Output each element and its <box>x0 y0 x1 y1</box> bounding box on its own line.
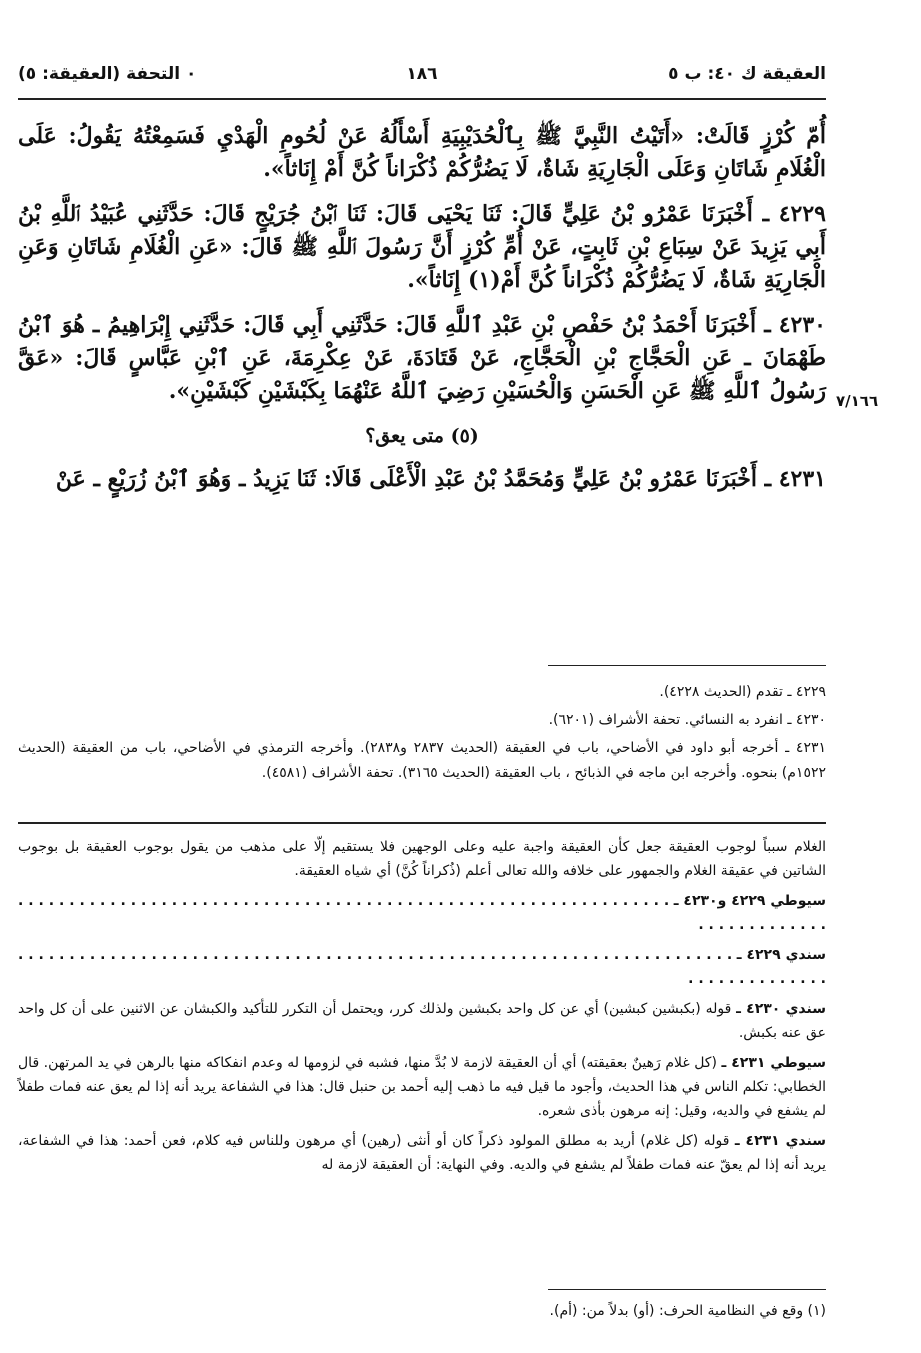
commentary-section <box>18 835 826 1183</box>
commentary-paragraph <box>18 943 826 991</box>
commentary-rule <box>18 822 826 824</box>
notes-rule <box>548 665 826 666</box>
commentary-lead: سيوطي ٤٢٢٩ و٤٢٣٠ ـ <box>673 893 826 909</box>
margin-reference: ٧/١٦٦ <box>836 392 879 410</box>
page-number: ١٨٦ <box>406 64 438 84</box>
commentary-lead: سيوطي ٤٢٣١ ـ <box>721 1055 826 1071</box>
commentary-text: قوله (بكبشين كبشين) أي عن كل واحد بكبشين ولذلك كرر، ويحتمل أن التكرر للتأكيد والكبشان عن الاثنين على أن كل واحد عق عنه بكبش. <box>18 1001 826 1041</box>
hadith-block: ٤٢٣٠ ـ أَخْبَرَنَا أَحْمَدُ بْنُ حَفْصِ بْنِ عَبْدِ ٱللَّهِ قَالَ: حَدَّثَنِي أَبِي قَالَ: حَدَّثَنِي إِبْرَاهِيمُ ـ هُوَ ٱبْنُ طَهْمَانَ ـ عَنِ الْحَجَّاجِ بْنِ الْحَجَّاجِ، عَنْ قَتَادَةَ، عَنْ عِكْرِمَةَ، عَنِ ٱبْنِ عَبَّاسٍ قَالَ: «عَقَّ رَسُولُ ٱللَّهِ ﷺ عَنِ الْحَسَنِ وَالْحُسَيْنِ رَضِيَ ٱللَّهُ عَنْهُمَا بِكَبْشَيْنِ كَبْشَيْنِ». <box>18 312 826 404</box>
hadith-block: ٤٢٣١ ـ أَخْبَرَنَا عَمْرُو بْنُ عَلِيٍّ وَمُحَمَّدُ بْنُ عَبْدِ الْأَعْلَى قَالَا: ثَنَا يَزِيدُ ـ وَهُوَ ٱبْنُ زُرَيْعٍ ـ عَنْ <box>55 466 826 492</box>
header-chapter-ref: العقيقة ك ٤٠: ب ٥ <box>668 64 826 84</box>
commentary-paragraph <box>18 1051 826 1123</box>
header-tuhfa-ref: ٠ التحفة (العقيقة: ٥) <box>18 64 197 84</box>
note-item: ٤٢٢٩ ـ تقدم (الحديث ٤٢٢٨). <box>659 684 826 700</box>
hadith-block: أُمّ كُرْزٍ قَالَتْ: «أَتَيْتُ النَّبِيَّ ﷺ بِٱلْحُدَيْبِيَةِ أَسْأَلُهُ عَنْ لُحُومِ الْهَدْيِ فَسَمِعْتُهُ يَقُولُ: عَلَى الْغُلَامِ شَاتَانِ وَعَلَى الْجَارِيَةِ شَاةٌ، لَا يَضُرُّكُمْ ذُكْرَاناً كُنَّ أَمْ إِنَاثاً». <box>18 123 826 182</box>
takhrij-notes <box>18 680 826 789</box>
commentary-paragraph <box>18 1129 826 1177</box>
hadith-block: ٤٢٢٩ ـ أَخْبَرَنَا عَمْرُو بْنُ عَلِيٍّ قَالَ: ثَنَا يَحْيَى قَالَ: ثَنَا ٱبْنُ جُرَيْجٍ قَالَ: حَدَّثَنِي عُبَيْدُ ٱللَّهِ بْنُ أَبِي يَزِيدَ عَنْ سِبَاعِ بْنِ ثَابِتٍ، عَنْ أُمِّ كُرْزٍ أَنَّ رَسُولَ ٱللَّهِ ﷺ قَالَ: «عَنِ الْغُلَامِ شَاتَانِ وَعَنِ الْجَارِيَةِ شَاةٌ، لَا يَضُرُّكُمْ ذُكْرَاناً كُنَّ أَمْ(١) إِنَاثاً». <box>18 201 827 293</box>
dot-leader: . . . . . . . . . . . . . . . . . . . . . . . . . . . . . . . . . . . . . . . . . . . . . . . . . . . . . . . . . . . . . . . . . . . . . . . . . . . . . . . . . . . . <box>18 947 826 987</box>
dot-leader: . . . . . . . . . . . . . . . . . . . . . . . . . . . . . . . . . . . . . . . . . . . . . . . . . . . . . . . . . . . . . . . . . . . . . . . . . . . . . <box>18 893 826 933</box>
note-item: ٤٢٣١ ـ أخرجه أبو داود في الأضاحي، باب في العقيقة (الحديث ٢٨٣٧ و٢٨٣٨). وأخرجه الترمذي في الأضاحي، باب من العقيقة (الحديث ١٥٢٢م) بنحوه. وأخرجه ابن ماجه في الذبائح ، باب العقيقة (الحديث ٣١٦٥). تحفة الأشراف (٤٥٨١). <box>18 740 826 781</box>
header-rule <box>18 98 826 100</box>
footnote: (١) وقع في النظامية الحرف: (أو) بدلاً من: (أم). <box>549 1303 826 1319</box>
footnote-rule <box>548 1289 826 1290</box>
running-header <box>18 60 826 90</box>
commentary-paragraph: الغلام سبباً لوجوب العقيقة جعل كأن العقيقة واجبة عليه وعلى الوجهين فلا يستقيم إلّا على مذهب من يقول بوجوب العقيقة بل بوجوب الشاتين في عقيقة الغلام والجمهور على خلافه والله تعالى أعلم (ذُكراناً كُنَّ) أي شياه العقيقة. <box>18 839 826 879</box>
commentary-text: قوله (كل غلام) أريد به مطلق المولود ذكراً كان أو أنثى (رهين) أي مرهون وللناس فيه كلام، فعن أحمد: هذا في الشفاعة، يريد أنه إذا لم يعقّ عنه فمات طفلاً لم يشفع في والديه. وفي النهاية: أن العقيقة لازمة له <box>18 1133 826 1173</box>
hadith-text <box>18 120 826 496</box>
commentary-lead: سندي ٤٢٣٠ ـ <box>736 1001 826 1017</box>
commentary-lead: سندي ٤٢٣١ ـ <box>734 1133 826 1149</box>
commentary-lead: سندي ٤٢٢٩ ـ <box>736 947 826 963</box>
commentary-paragraph <box>18 997 826 1045</box>
commentary-text: (كل غلام رَهينٌ بعقيقته) أي أن العقيقة لازمة لا بُدَّ منها، فشبه في لزومها له وعدم انفكاكه منها بالرهن في يد المرتهن. قال الخطابي: تكلم الناس في هذا الحديث، وأجود ما قيل فيه ما ذهب إليه أحمد بن حنبل قال: هذا في الشفاعة يريد أنه إذا لم يعق عنه فمات طفلاً لم يشفع في والديه، وقيل: إنه مرهون بأذى شعره. <box>18 1055 826 1119</box>
section-heading: (٥) متى يعق؟ <box>365 425 479 447</box>
note-item: ٤٢٣٠ ـ انفرد به النسائي. تحفة الأشراف (٦٢٠١). <box>548 712 826 728</box>
commentary-paragraph <box>18 889 826 937</box>
